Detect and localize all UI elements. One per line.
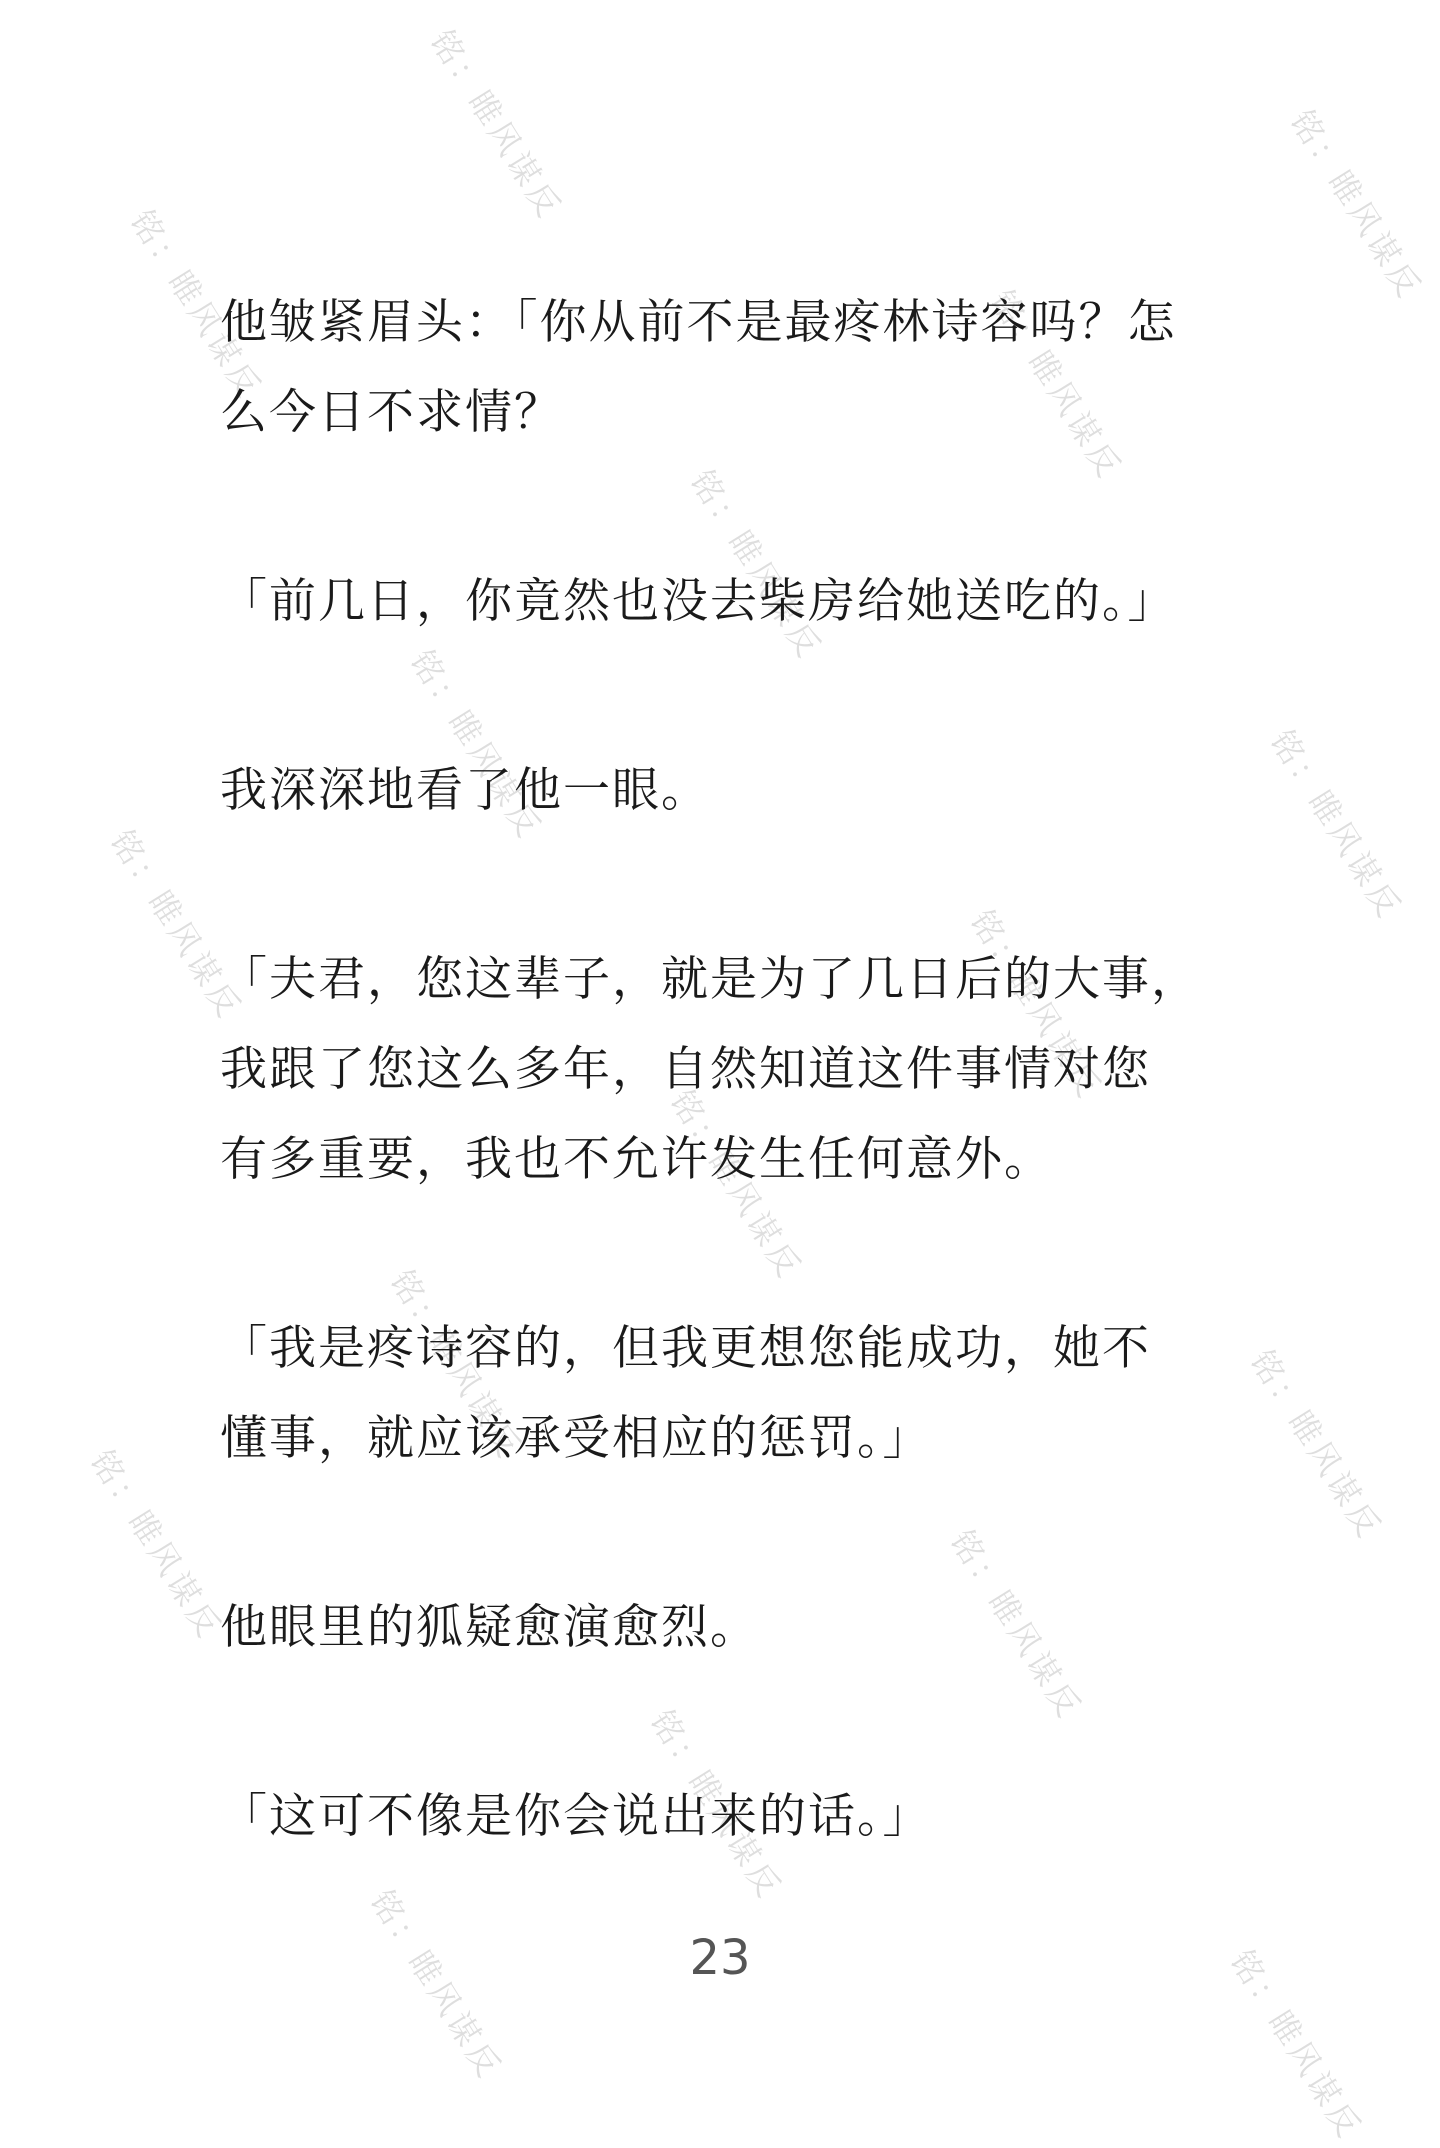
text-line: 有多重要，我也不允许发生任何意外。 [220, 1132, 1053, 1187]
watermark: 铭：睢风谋反 [1282, 103, 1430, 307]
text-line: 「前几日，你竟然也没去柴房给她送吃的。」 [220, 574, 1177, 629]
text-line: 「夫君，您这辈子，就是为了几日后的大事， [220, 952, 1200, 1007]
text-line: 他眼里的狐疑愈演愈烈。 [220, 1600, 759, 1655]
text-line: 他皱紧眉头：「你从前不是最疼林诗容吗？怎 [220, 295, 1177, 350]
watermark: 铭：睢风谋反 [962, 903, 1110, 1107]
watermark: 铭：睢风谋反 [82, 1443, 230, 1647]
text-line: 我跟了您这么多年，自然知道这件事情对您 [220, 1042, 1151, 1097]
watermark: 铭：睢风谋反 [662, 1083, 810, 1287]
page-number: 23 [689, 1930, 751, 1986]
watermark: 铭：睢风谋反 [382, 1263, 530, 1467]
watermark: 铭：睢风谋反 [942, 1523, 1090, 1727]
watermark: 铭：睢风谋反 [682, 463, 830, 667]
text-line: 懂事，就应该承受相应的惩罚。」 [220, 1411, 932, 1466]
watermark: 铭：睢风谋反 [1242, 1343, 1390, 1547]
paragraph [220, 1772, 1240, 1862]
watermark: 铭：睢风谋反 [1222, 1943, 1370, 2147]
paragraph [220, 1583, 1240, 1673]
watermark: 铭：睢风谋反 [102, 823, 250, 1027]
text-line: 「这可不像是你会说出来的话。」 [220, 1789, 932, 1844]
article-body [220, 278, 1240, 1862]
watermark: 铭：睢风谋反 [1262, 723, 1410, 927]
paragraph [220, 278, 1240, 458]
watermark: 铭：睢风谋反 [122, 203, 270, 407]
watermark: 铭：睢风谋反 [982, 283, 1130, 487]
watermark: 铭：睢风谋反 [362, 1883, 510, 2087]
watermark: 铭：睢风谋反 [422, 23, 570, 227]
paragraph [220, 935, 1240, 1205]
paragraph [220, 557, 1240, 647]
paragraph [220, 746, 1240, 836]
text-line: 么今日不求情？ [220, 385, 563, 440]
watermark: 铭：睢风谋反 [642, 1703, 790, 1907]
paragraph [220, 1304, 1240, 1484]
text-line: 我深深地看了他一眼。 [220, 763, 710, 818]
text-line: 「我是疼诗容的，但我更想您能成功，她不 [220, 1321, 1151, 1376]
watermark: 铭：睢风谋反 [402, 643, 550, 847]
